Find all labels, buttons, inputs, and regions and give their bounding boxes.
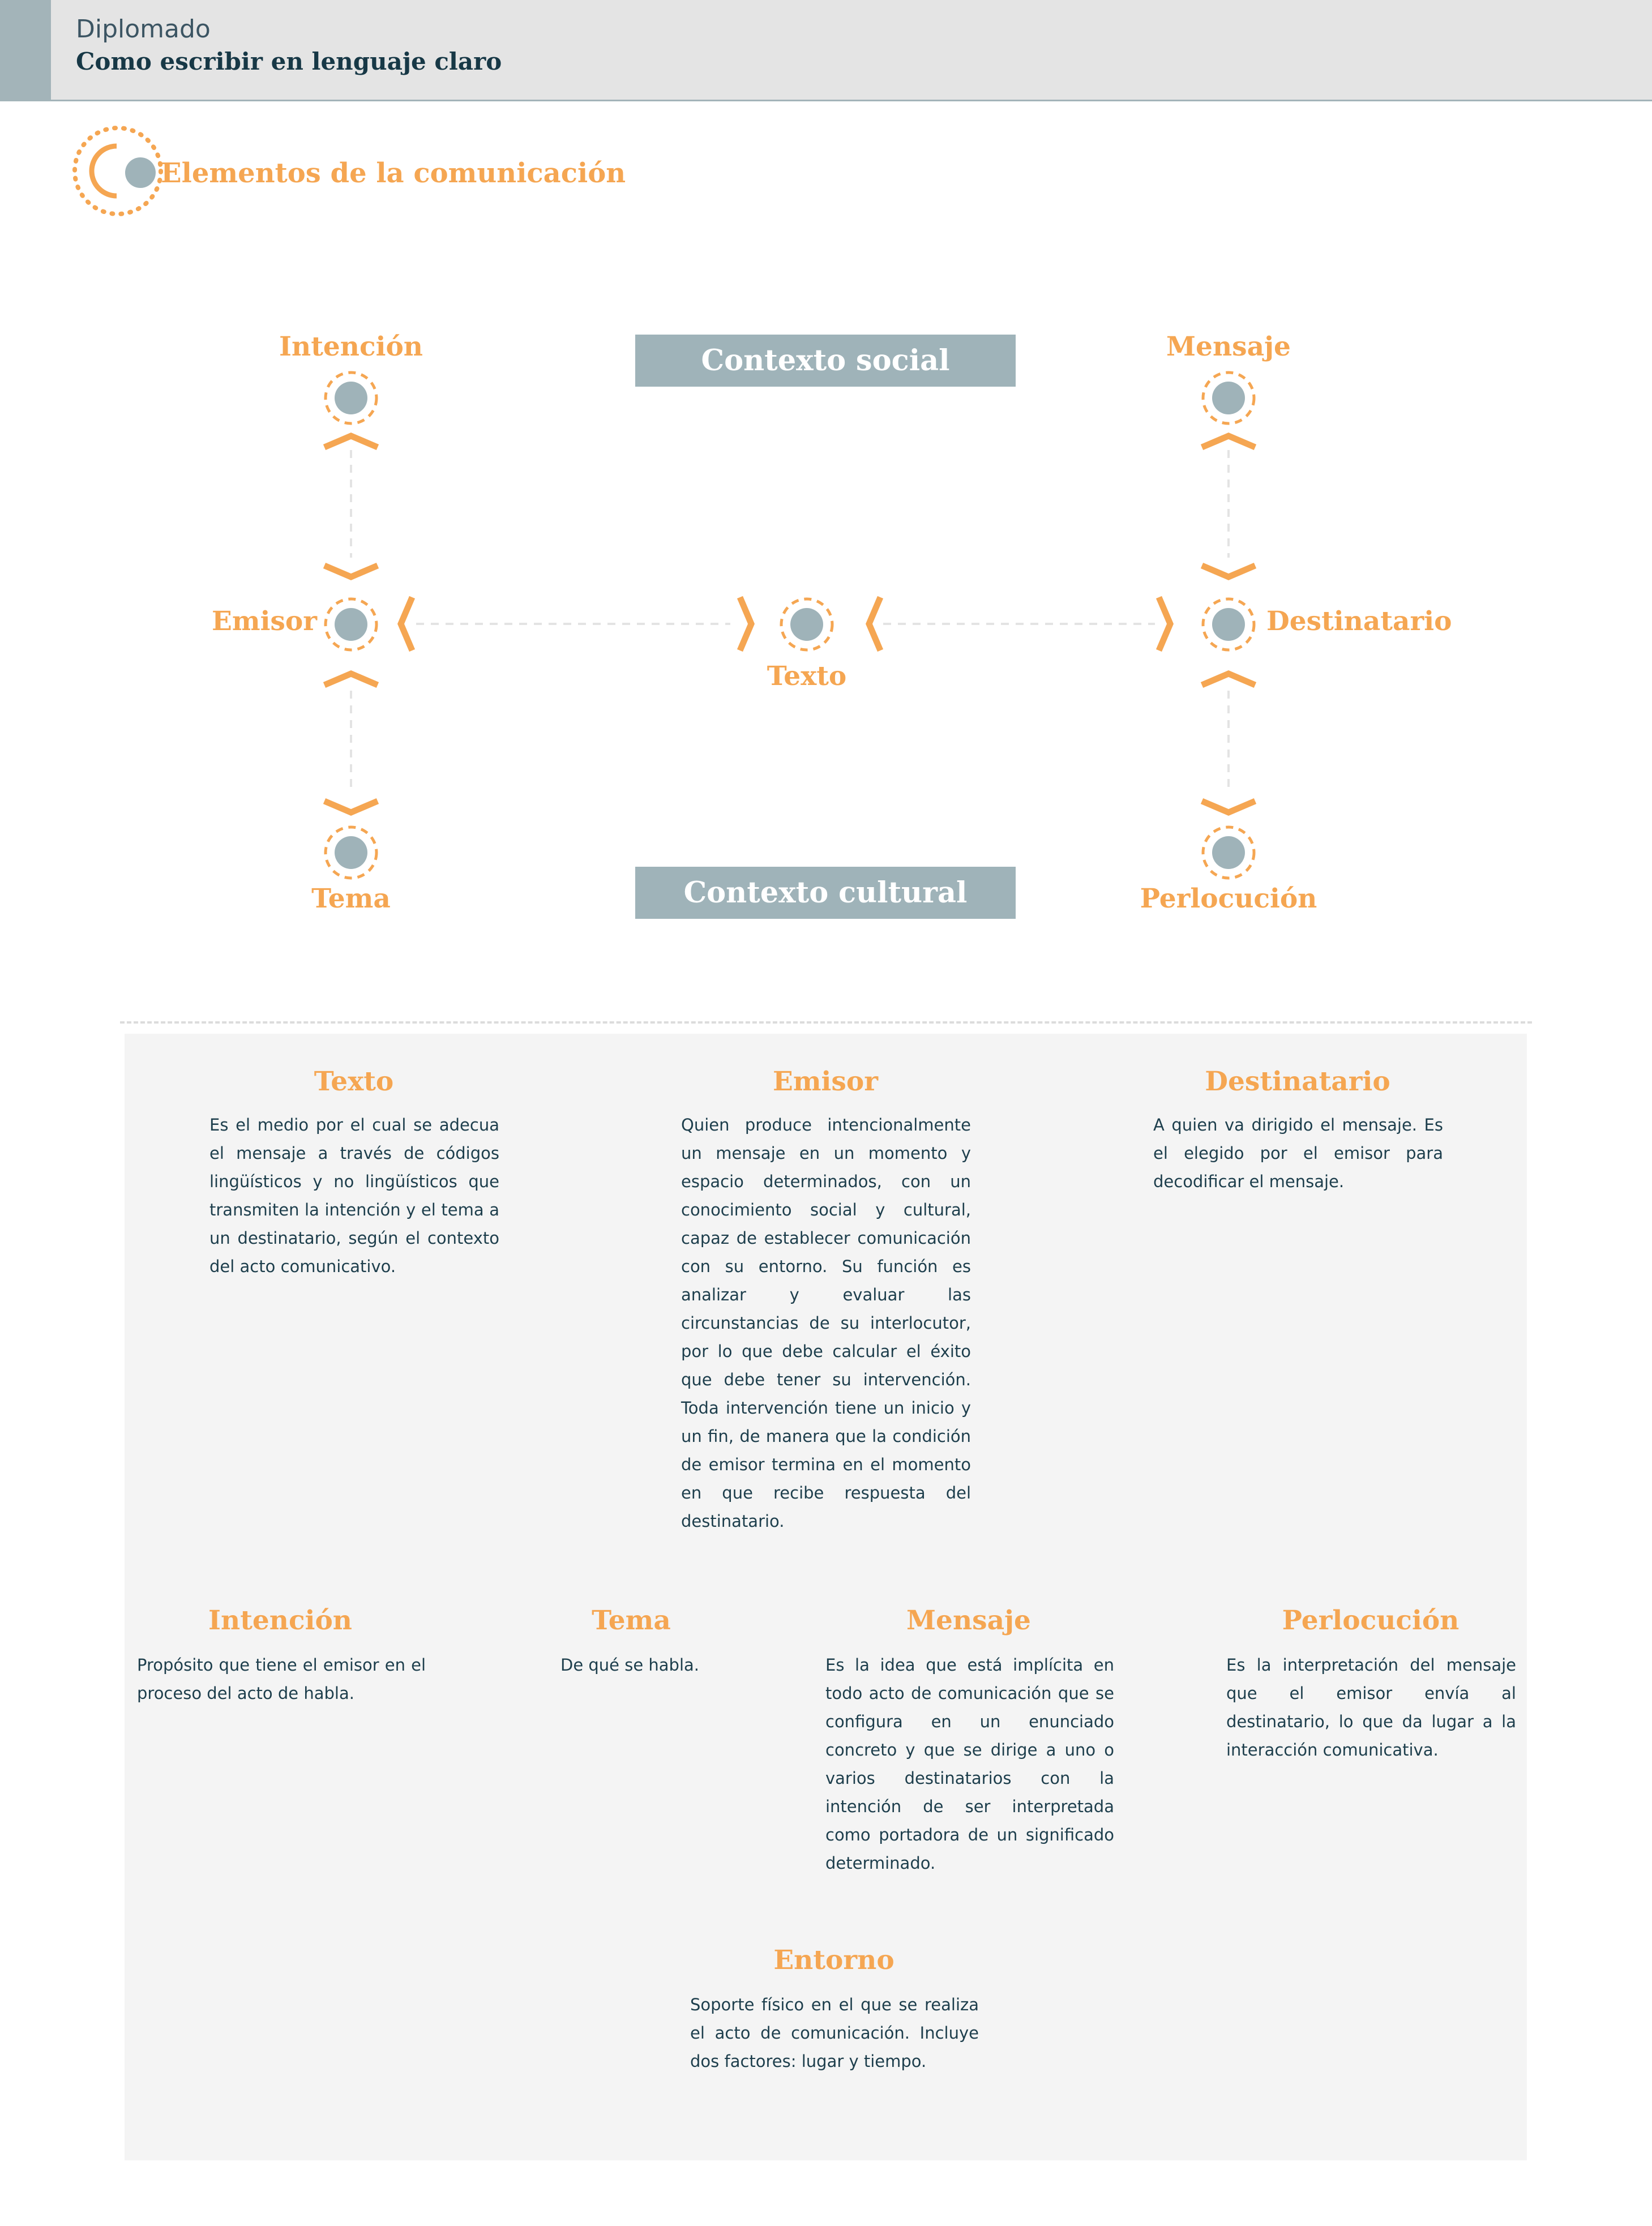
def-entorno-body: Soporte físico en el que se realiza el acto de comunicación. Incluye dos factores: lugar y tiempo. — [690, 1995, 979, 2071]
chevron-down-icon — [1202, 566, 1255, 577]
node-destinatario — [1203, 599, 1254, 650]
label-perlocucion: Perlocución — [1140, 883, 1317, 914]
label-destinatario: Destinatario — [1266, 606, 1452, 637]
def-perlocucion-title: Perlocución — [1282, 1605, 1460, 1636]
context-social-box: Contexto social — [635, 335, 1016, 387]
def-texto-body: Es el medio por el cual se adecua el mensaje a través de códigos lingüísticos y no lingüísticos que transmiten la intención y el tema a un destinatario, según el contexto del acto comunicativo. — [209, 1115, 499, 1276]
def-mensaje-body: Es la idea que está implícita en todo acto de comunicación que se configura en un enunciado concreto y que se dirige a uno o varios destinatarios con la intención de ser interpretada como portadora de un significado determinado. — [825, 1655, 1114, 1873]
def-entorno-title: Entorno — [773, 1945, 895, 1976]
node-tema — [326, 827, 376, 878]
label-tema: Tema — [311, 883, 391, 914]
section-divider — [120, 1021, 1532, 1024]
node-intencion — [326, 373, 376, 423]
context-cultural-box: Contexto cultural — [635, 867, 1016, 919]
chevron-up-icon — [324, 674, 378, 685]
def-destinatario-body: A quien va dirigido el mensaje. Es el elegido por el emisor para decodificar el mensaje. — [1153, 1115, 1443, 1191]
label-texto: Texto — [767, 661, 847, 692]
node-texto — [781, 599, 832, 650]
communication-diagram — [0, 0, 1652, 1019]
node-mensaje — [1203, 373, 1254, 423]
header-subtitle: Diplomado — [76, 15, 211, 44]
chevron-down-icon — [1202, 801, 1255, 812]
chevron-left-icon — [869, 597, 880, 650]
def-texto-title: Texto — [314, 1066, 394, 1097]
def-intencion-body: Propósito que tiene el emisor en el proceso del acto de habla. — [137, 1655, 426, 1703]
def-perlocucion-body: Es la interpretación del mensaje que el emisor envía al destinatario, lo que da lugar a la interacción comunicativa. — [1226, 1655, 1516, 1760]
chevron-right-icon — [740, 597, 751, 650]
node-emisor — [326, 599, 376, 650]
header-title: Como escribir en lenguaje claro — [76, 48, 502, 75]
chevron-right-icon — [1159, 597, 1170, 650]
label-intencion: Intención — [279, 331, 423, 362]
connector-lines — [351, 450, 1229, 793]
chevron-up-icon — [324, 436, 378, 447]
label-emisor: Emisor — [212, 606, 317, 637]
chevron-left-icon — [401, 597, 412, 650]
def-mensaje-title: Mensaje — [906, 1605, 1031, 1636]
section-title: Elementos de la comunicación — [161, 157, 626, 189]
def-destinatario-title: Destinatario — [1205, 1066, 1390, 1097]
chevron-down-icon — [324, 566, 378, 577]
def-intencion-title: Intención — [208, 1605, 352, 1636]
def-tema-title: Tema — [592, 1605, 671, 1636]
def-tema-body: De qué se habla. — [560, 1655, 700, 1675]
chevron-up-icon — [1202, 436, 1255, 447]
def-emisor-body: Quien produce intencionalmente un mensaje en un momento y espacio determinados, con un conocimiento social y cultural, capaz de establecer comunicación con su entorno. Su función es analizar y evaluar las circunstancias de su interlocutor, por lo que debe calcular el éxito que debe tener su intervención. Toda intervención tiene un inicio y un fin, de manera que la condición de emisor termina en el momento en que recibe respuesta del destinatario. — [681, 1115, 971, 1531]
label-mensaje: Mensaje — [1166, 331, 1291, 362]
def-emisor-title: Emisor — [773, 1066, 878, 1097]
chevron-down-icon — [324, 801, 378, 812]
node-perlocucion — [1203, 827, 1254, 878]
chevron-up-icon — [1202, 674, 1255, 685]
